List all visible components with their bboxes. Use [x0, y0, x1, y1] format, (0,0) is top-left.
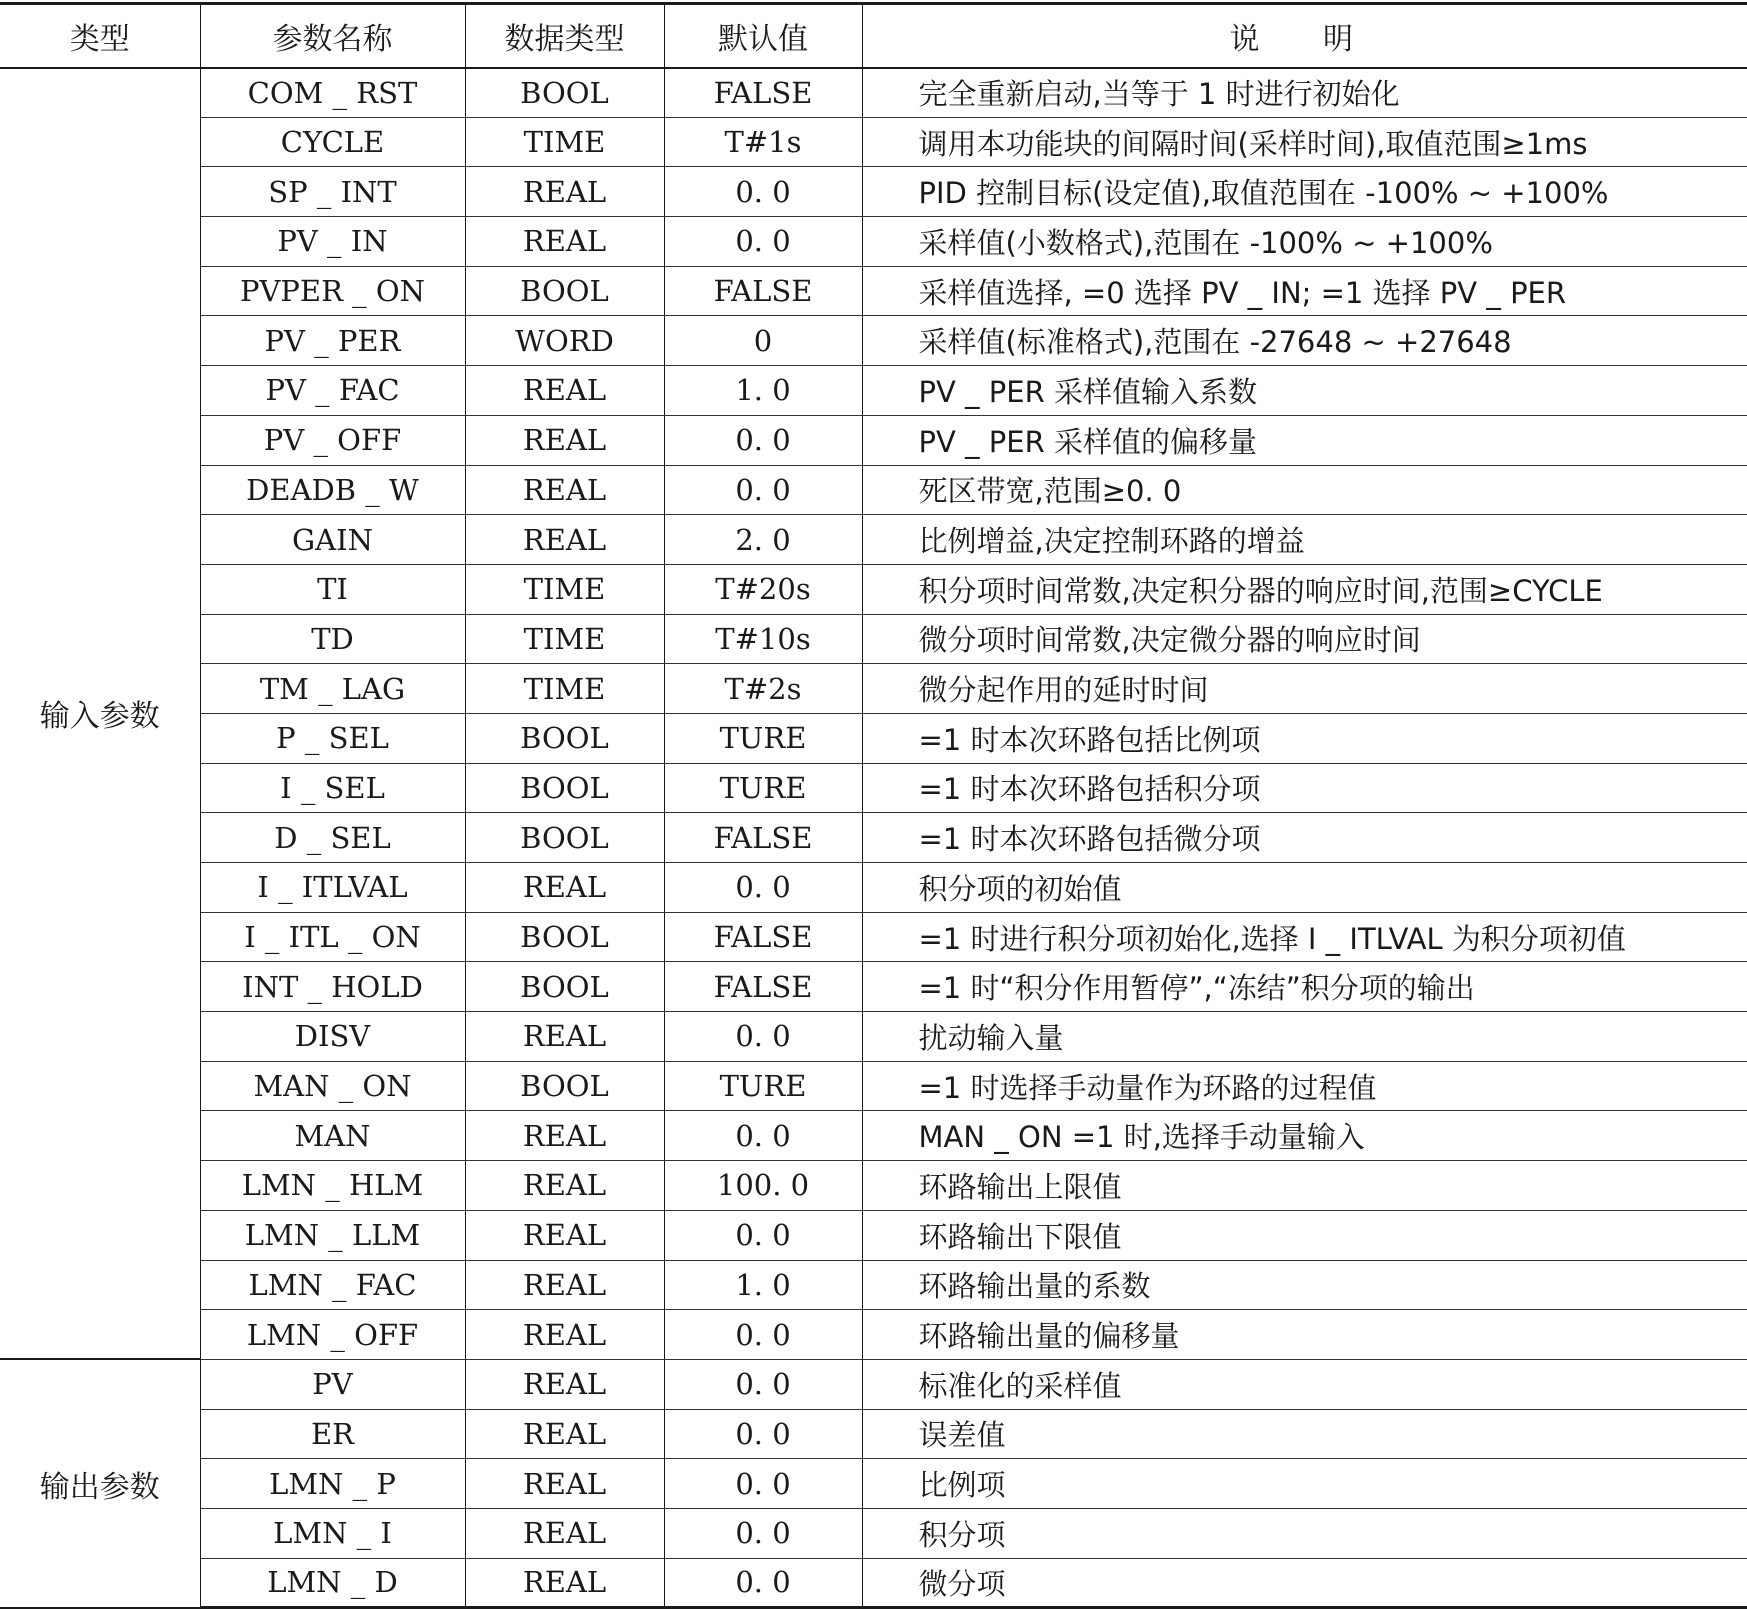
default-value-cell: 0. 0 [664, 1508, 862, 1558]
header-type: 类型 [0, 4, 200, 68]
param-name-cell: INT _ HOLD [200, 962, 465, 1012]
table-row [0, 1459, 1747, 1509]
description-cell: 比例增益,决定控制环路的增益 [862, 515, 1747, 565]
description-cell: =1 时本次环路包括积分项 [862, 763, 1747, 813]
description-cell: 完全重新启动,当等于 1 时进行初始化 [862, 68, 1747, 118]
data-type-cell: REAL [465, 465, 664, 515]
header-default: 默认值 [664, 4, 862, 68]
data-type-cell: REAL [465, 1161, 664, 1211]
default-value-cell: 0. 0 [664, 167, 862, 217]
description-cell: 扰动输入量 [862, 1012, 1747, 1062]
default-value-cell: 1. 0 [664, 1260, 862, 1310]
table-row [0, 366, 1747, 416]
description-cell: 微分起作用的延时时间 [862, 664, 1747, 714]
table-row [0, 1210, 1747, 1260]
param-name-cell: LMN _ LLM [200, 1210, 465, 1260]
default-value-cell: 1. 0 [664, 366, 862, 416]
data-type-cell: REAL [465, 167, 664, 217]
param-name-cell: SP _ INT [200, 167, 465, 217]
default-value-cell: 0. 0 [664, 415, 862, 465]
param-name-cell: PV _ IN [200, 217, 465, 267]
param-name-cell: COM _ RST [200, 68, 465, 118]
table-row [0, 564, 1747, 614]
table-row [0, 316, 1747, 366]
description-cell: =1 时进行积分项初始化,选择 I _ ITLVAL 为积分项初值 [862, 912, 1747, 962]
description-cell: 环路输出量的系数 [862, 1260, 1747, 1310]
default-value-cell: T#10s [664, 614, 862, 664]
table-row [0, 515, 1747, 565]
param-name-cell: CYCLE [200, 117, 465, 167]
table-row [0, 1061, 1747, 1111]
data-type-cell: REAL [465, 366, 664, 416]
table-row [0, 664, 1747, 714]
data-type-cell: REAL [465, 217, 664, 267]
default-value-cell: T#1s [664, 117, 862, 167]
description-cell: 采样值(小数格式),范围在 -100% ~ +100% [862, 217, 1747, 267]
table-row [0, 167, 1747, 217]
group-label: 输出参数 [0, 1359, 200, 1607]
data-type-cell: WORD [465, 316, 664, 366]
default-value-cell: TURE [664, 713, 862, 763]
param-name-cell: I _ SEL [200, 763, 465, 813]
param-name-cell: PV _ PER [200, 316, 465, 366]
header-row [0, 4, 1747, 68]
description-cell: 误差值 [862, 1409, 1747, 1459]
default-value-cell: 2. 0 [664, 515, 862, 565]
param-name-cell: LMN _ D [200, 1558, 465, 1608]
default-value-cell: FALSE [664, 962, 862, 1012]
table-row [0, 614, 1747, 664]
data-type-cell: REAL [465, 1210, 664, 1260]
param-name-cell: LMN _ P [200, 1459, 465, 1509]
table-row [0, 1111, 1747, 1161]
description-cell: 比例项 [862, 1459, 1747, 1509]
table-header [0, 4, 1747, 68]
default-value-cell: TURE [664, 1061, 862, 1111]
data-type-cell: REAL [465, 1508, 664, 1558]
data-type-cell: REAL [465, 1459, 664, 1509]
param-name-cell: D _ SEL [200, 813, 465, 863]
description-cell: =1 时“积分作用暂停”,“冻结”积分项的输出 [862, 962, 1747, 1012]
default-value-cell: 0. 0 [664, 465, 862, 515]
description-cell: PID 控制目标(设定值),取值范围在 -100% ~ +100% [862, 167, 1747, 217]
data-type-cell: BOOL [465, 763, 664, 813]
description-cell: 标准化的采样值 [862, 1359, 1747, 1409]
default-value-cell: 0 [664, 316, 862, 366]
table-row [0, 912, 1747, 962]
table-row [0, 1508, 1747, 1558]
table-row [0, 117, 1747, 167]
table-row [0, 266, 1747, 316]
param-name-cell: PV _ FAC [200, 366, 465, 416]
description-cell: =1 时选择手动量作为环路的过程值 [862, 1061, 1747, 1111]
default-value-cell: 100. 0 [664, 1161, 862, 1211]
table-row [0, 217, 1747, 267]
default-value-cell: FALSE [664, 813, 862, 863]
description-cell: 采样值(标准格式),范围在 -27648 ~ +27648 [862, 316, 1747, 366]
param-name-cell: PV [200, 1359, 465, 1409]
table-row [0, 813, 1747, 863]
param-name-cell: P _ SEL [200, 713, 465, 763]
data-type-cell: BOOL [465, 813, 664, 863]
param-name-cell: PV _ OFF [200, 415, 465, 465]
data-type-cell: TIME [465, 564, 664, 614]
parameter-table [0, 2, 1747, 1609]
description-cell: 微分项时间常数,决定微分器的响应时间 [862, 614, 1747, 664]
param-name-cell: I _ ITL _ ON [200, 912, 465, 962]
default-value-cell: FALSE [664, 68, 862, 118]
data-type-cell: BOOL [465, 68, 664, 118]
description-cell: 调用本功能块的间隔时间(采样时间),取值范围≥1ms [862, 117, 1747, 167]
default-value-cell: 0. 0 [664, 1359, 862, 1409]
param-name-cell: TM _ LAG [200, 664, 465, 714]
data-type-cell: REAL [465, 1558, 664, 1608]
data-type-cell: REAL [465, 1111, 664, 1161]
description-cell: PV _ PER 采样值输入系数 [862, 366, 1747, 416]
data-type-cell: TIME [465, 117, 664, 167]
table-row [0, 1012, 1747, 1062]
table-row [0, 763, 1747, 813]
description-cell: PV _ PER 采样值的偏移量 [862, 415, 1747, 465]
description-cell: 采样值选择, =0 选择 PV _ IN; =1 选择 PV _ PER [862, 266, 1747, 316]
table-row [0, 415, 1747, 465]
default-value-cell: 0. 0 [664, 863, 862, 913]
data-type-cell: REAL [465, 1012, 664, 1062]
table-row [0, 1161, 1747, 1211]
table-row [0, 713, 1747, 763]
data-type-cell: BOOL [465, 1061, 664, 1111]
param-name-cell: GAIN [200, 515, 465, 565]
default-value-cell: 0. 0 [664, 1012, 862, 1062]
header-name: 参数名称 [200, 4, 465, 68]
data-type-cell: REAL [465, 1310, 664, 1360]
default-value-cell: 0. 0 [664, 1459, 862, 1509]
param-name-cell: DISV [200, 1012, 465, 1062]
table-body [0, 68, 1747, 1608]
table-row [0, 68, 1747, 118]
param-name-cell: DEADB _ W [200, 465, 465, 515]
data-type-cell: TIME [465, 614, 664, 664]
description-cell: 环路输出上限值 [862, 1161, 1747, 1211]
description-cell: 积分项时间常数,决定积分器的响应时间,范围≥CYCLE [862, 564, 1747, 614]
param-name-cell: TI [200, 564, 465, 614]
default-value-cell: 0. 0 [664, 1558, 862, 1608]
default-value-cell: FALSE [664, 912, 862, 962]
data-type-cell: BOOL [465, 266, 664, 316]
description-cell: 死区带宽,范围≥0. 0 [862, 465, 1747, 515]
description-cell: MAN _ ON =1 时,选择手动量输入 [862, 1111, 1747, 1161]
description-cell: 环路输出量的偏移量 [862, 1310, 1747, 1360]
description-cell: 积分项 [862, 1508, 1747, 1558]
default-value-cell: T#20s [664, 564, 862, 614]
table-row [0, 465, 1747, 515]
default-value-cell: T#2s [664, 664, 862, 714]
description-cell: =1 时本次环路包括比例项 [862, 713, 1747, 763]
description-cell: 积分项的初始值 [862, 863, 1747, 913]
param-name-cell: I _ ITLVAL [200, 863, 465, 913]
table-row [0, 1409, 1747, 1459]
default-value-cell: 0. 0 [664, 1409, 862, 1459]
default-value-cell: 0. 0 [664, 1210, 862, 1260]
table-row [0, 1359, 1747, 1409]
data-type-cell: TIME [465, 664, 664, 714]
group-label: 输入参数 [0, 68, 200, 1360]
data-type-cell: REAL [465, 863, 664, 913]
table-row [0, 962, 1747, 1012]
param-name-cell: LMN _ HLM [200, 1161, 465, 1211]
data-type-cell: BOOL [465, 713, 664, 763]
header-data-type: 数据类型 [465, 4, 664, 68]
table-row [0, 1310, 1747, 1360]
data-type-cell: BOOL [465, 962, 664, 1012]
param-name-cell: ER [200, 1409, 465, 1459]
default-value-cell: 0. 0 [664, 1111, 862, 1161]
data-type-cell: REAL [465, 1260, 664, 1310]
param-name-cell: PVPER _ ON [200, 266, 465, 316]
table-row [0, 1558, 1747, 1608]
table-row [0, 863, 1747, 913]
default-value-cell: FALSE [664, 266, 862, 316]
header-description: 说 明 [862, 4, 1747, 68]
default-value-cell: TURE [664, 763, 862, 813]
description-cell: 微分项 [862, 1558, 1747, 1608]
param-name-cell: TD [200, 614, 465, 664]
default-value-cell: 0. 0 [664, 217, 862, 267]
description-cell: =1 时本次环路包括微分项 [862, 813, 1747, 863]
data-type-cell: REAL [465, 1409, 664, 1459]
data-type-cell: REAL [465, 415, 664, 465]
param-name-cell: LMN _ I [200, 1508, 465, 1558]
data-type-cell: REAL [465, 515, 664, 565]
table-row [0, 1260, 1747, 1310]
description-cell: 环路输出下限值 [862, 1210, 1747, 1260]
param-name-cell: LMN _ FAC [200, 1260, 465, 1310]
data-type-cell: BOOL [465, 912, 664, 962]
default-value-cell: 0. 0 [664, 1310, 862, 1360]
param-name-cell: LMN _ OFF [200, 1310, 465, 1360]
data-type-cell: REAL [465, 1359, 664, 1409]
param-name-cell: MAN _ ON [200, 1061, 465, 1111]
param-name-cell: MAN [200, 1111, 465, 1161]
